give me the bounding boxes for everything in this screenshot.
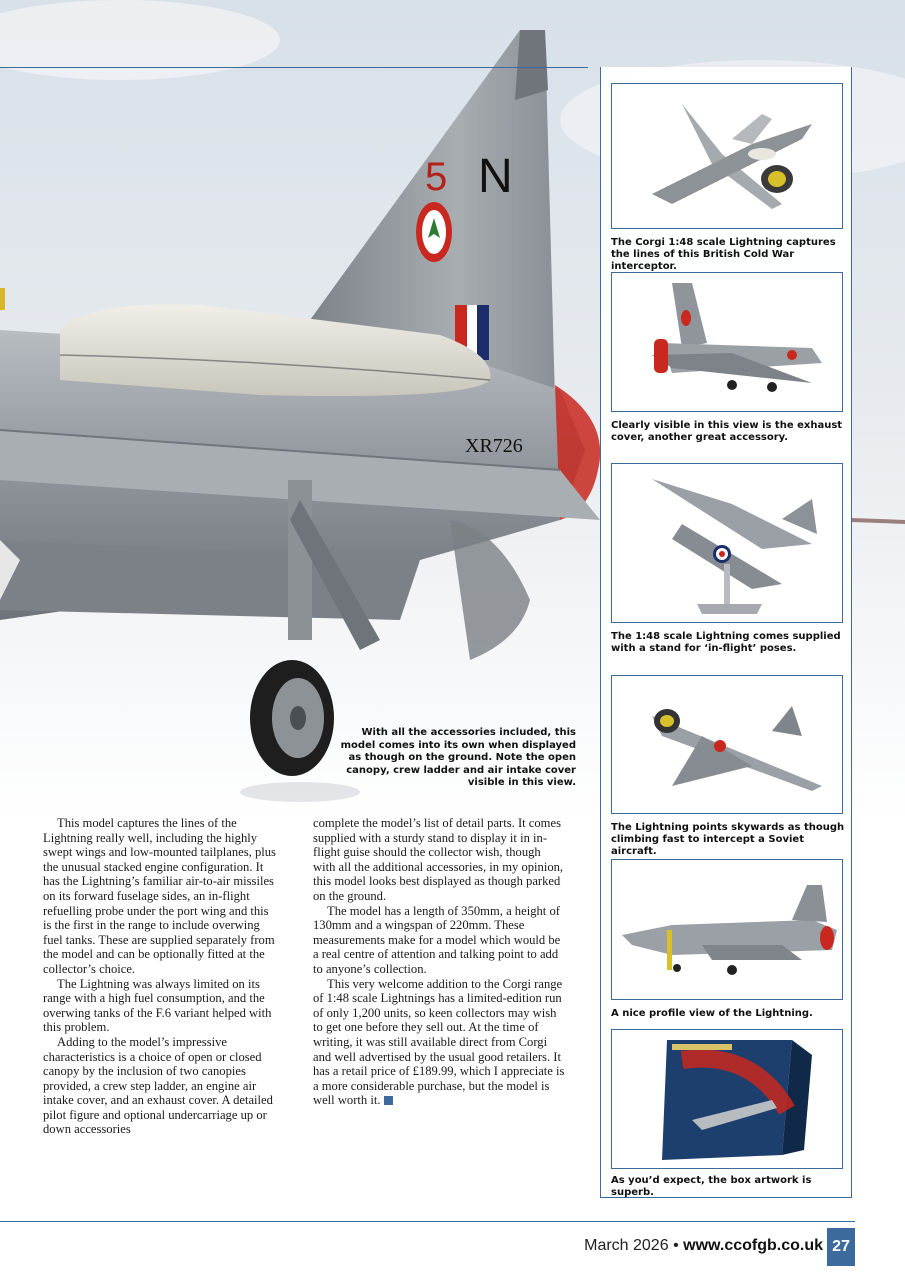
body-paragraph-final [313,977,565,1108]
lightning-exhaust-cover-image [612,273,843,412]
end-mark-icon [384,1096,393,1105]
hero-caption: With all the accessories included, this model comes into its own when displayed as though on the ground. Note the open canopy, crew ladder and air intake cover visible in this view. [340,727,576,788]
website-url: www.ccofgb.co.uk [683,1237,823,1254]
footer-separator: • [673,1237,679,1254]
box-artwork-image [612,1030,843,1169]
sidebar-photo-6 [611,1029,843,1169]
tail-letter: N [478,150,513,203]
sidebar-photo-5 [611,859,843,1000]
body-paragraph: The Lightning was always limited on its range with a high fuel consumption, and the overwing tanks of the F.6 variant helped with this problem. [43,976,272,1035]
sidebar-caption-2: Clearly visible in this view is the exhaust cover, another great accessory. [611,420,843,443]
footer-folio [584,1237,823,1255]
body-paragraph: Adding to the model’s impressive characteristics is a choice of open or closed canopy by the inclusion of two canopies provided, a crew step ladder, an engine air intake cover, and an exhaust cover. A detailed pilot figure and optional undercarriage up or down accessories [43,1034,273,1137]
lightning-on-stand-image [612,464,843,623]
body-paragraph: The model has a length of 350mm, a height of 130mm and a wingspan of 220mm. These measurements make for a model which would be a real centre of attention and talking point to add to anyone’s collection. [313,903,561,976]
sidebar-photo-3 [611,463,843,623]
body-paragraph: This model captures the lines of the Lightning really well, including the highly swept wings and low-mounted tailplanes, plus the unusual stacked engine configuration. It has the Lightning’s familiar air-to-air missiles on its forward fuselage sides, an in-flight refuelling probe under the port wing and this is the first in the range to include overwing fuel tanks. These are supplied separately from the model and can be optionally fitted at the collector’s choice. [43,816,276,976]
lightning-climbing-image [612,676,843,814]
sidebar-caption-5: A nice profile view of the Lightning. [611,1008,813,1019]
page-number: 27 [827,1228,855,1266]
footer-rule [0,1221,855,1222]
tail-number: 5 [425,155,448,199]
body-column-2 [313,816,565,1108]
sidebar-caption-4: The Lightning points skywards as though climbing fast to intercept a Soviet aircraft. [611,822,845,857]
aircraft-serial: XR726 [465,435,523,457]
issue-date: March 2026 [584,1237,669,1254]
sidebar-photo-2 [611,272,843,412]
sidebar-caption-3: The 1:48 scale Lightning comes supplied with a stand for ‘in-flight’ poses. [611,631,841,654]
body-paragraph-continued: complete the model’s list of detail parts. It comes supplied with a sturdy stand to display it in in-flight guise should the collector wish, though with all the additional accessories, in my opinion, this model looks best displayed as though parked on the ground. [313,816,564,903]
sidebar-photo-4 [611,675,843,814]
photo-sidebar [600,67,852,1198]
lightning-banking-image [612,84,843,229]
top-rule [0,67,588,68]
sidebar-photo-1 [611,83,843,229]
sidebar-caption-1: The Corgi 1:48 scale Lightning captures the lines of this British Cold War interceptor. [611,237,836,272]
lightning-profile-image [612,860,843,1000]
sidebar-caption-6: As you’d expect, the box artwork is superb. [611,1175,812,1198]
final-paragraph-text: This very welcome addition to the Corgi range of 1:48 scale Lightnings has a limited-edition run of only 1,200 units, so keen collectors may wish to get one before they sell out. At the time of writing, it was still available direct from Corgi and well advertised by the usual good retailers. It has a retail price of £189.99, which I appreciate is a more considerable purchase, but the model is well worth it. [313,976,565,1108]
body-column-1 [43,816,277,1137]
